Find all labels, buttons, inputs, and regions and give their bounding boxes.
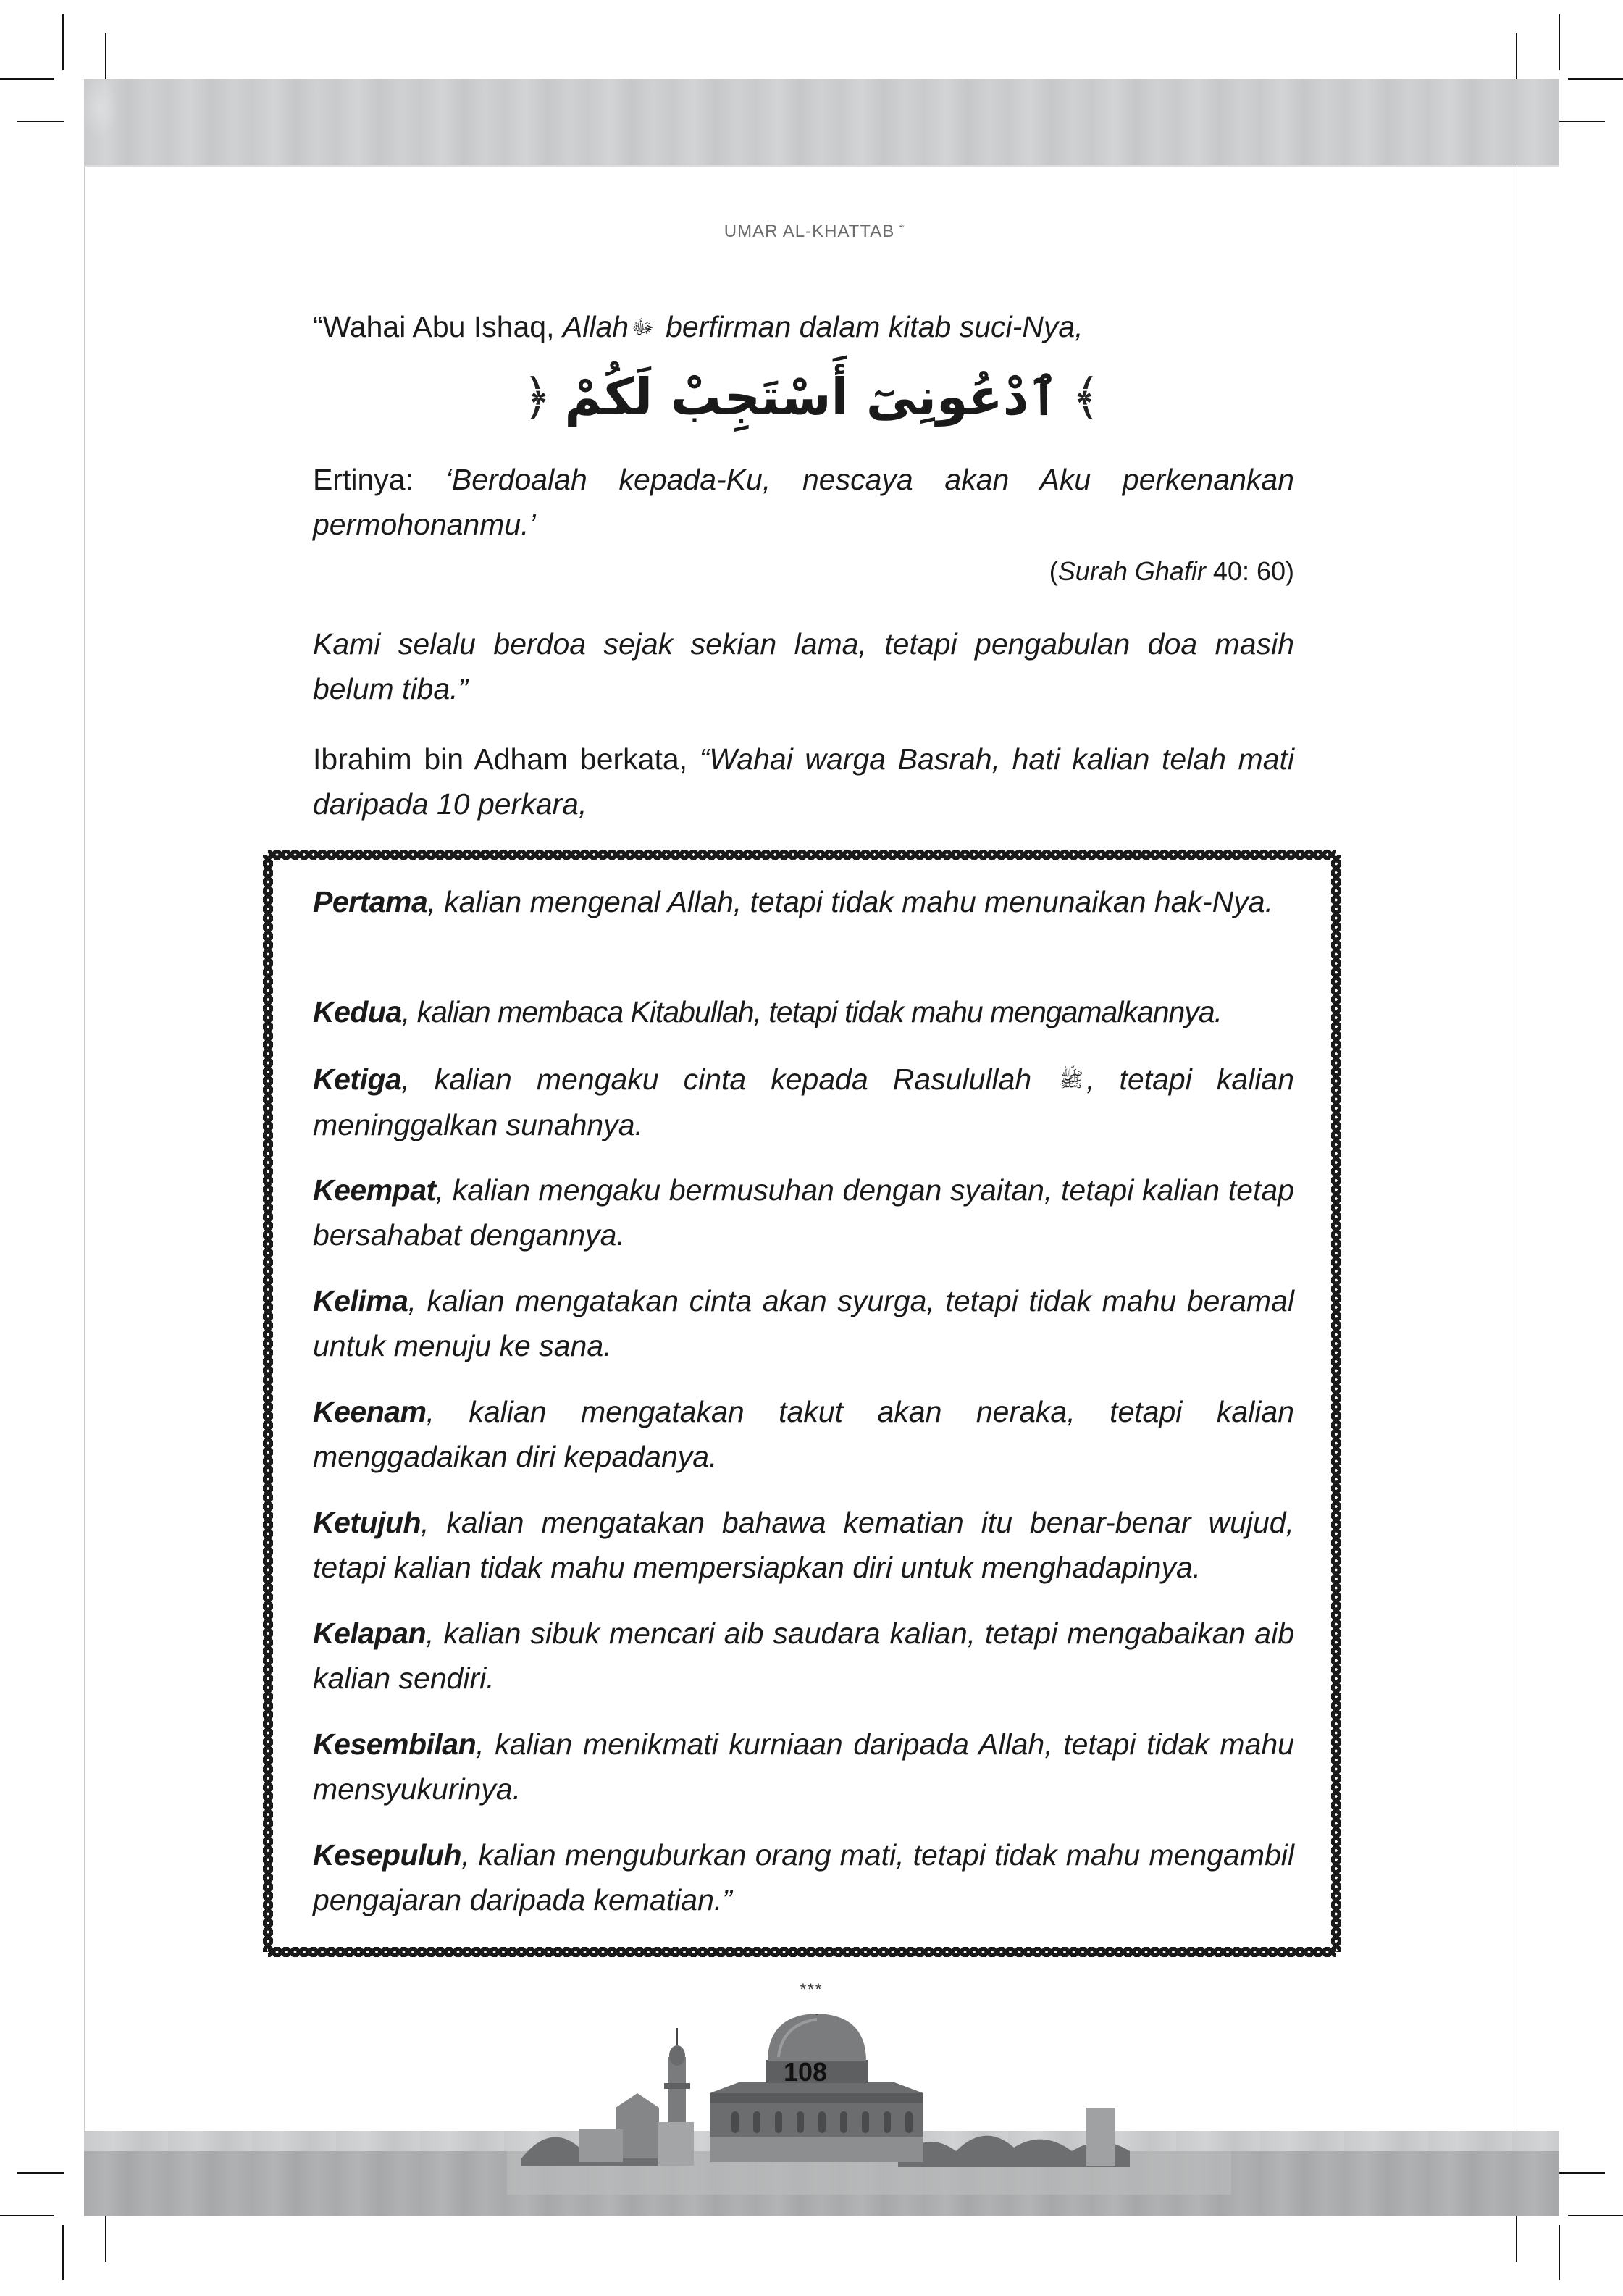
item-label: Kedua — [313, 995, 402, 1028]
running-header — [0, 222, 1623, 242]
item-label: Ketiga — [313, 1063, 402, 1096]
crop-mark — [17, 2172, 64, 2174]
crop-mark — [105, 33, 106, 79]
crop-mark — [1559, 2225, 1560, 2280]
intro-line: “Wahai Abu Ishaq, Allah ﷻ berfirman dalam kitab suci-Nya, — [313, 310, 1083, 343]
item-label: Keenam — [313, 1395, 427, 1428]
list-item: Kesembilan, kalian menikmati kurniaan daripada Allah, tetapi tidak mahu mensyukurinya. — [313, 1727, 1294, 1806]
quran-verse — [0, 351, 1623, 443]
crop-mark — [1559, 2172, 1605, 2174]
list-item: Kedua, kalian membaca Kitabullah, tetapi tidak mahu mengamalkannya. — [313, 995, 1223, 1028]
list-item: Keempat, kalian mengaku bermusuhan dengan syaitan, tetapi kalian tetap bersahabat dengannya. — [313, 1173, 1294, 1252]
header-decorative-band — [84, 79, 1559, 167]
verse-arabic-text: ٱدْعُونِىٓ أَسْتَجِبْ لَكُمْ — [564, 367, 1059, 427]
dome-of-the-rock-illustration — [492, 2014, 1253, 2195]
verse-bracket-icon: ﴿ — [522, 369, 552, 427]
item-label: Kesepuluh — [313, 1838, 462, 1872]
jalla-jalaluh-icon: ﷻ — [632, 316, 655, 338]
item-label: Kelima — [313, 1284, 408, 1317]
list-item: Pertama, kalian mengenal Allah, tetapi tidak mahu menunaikan hak-Nya. — [313, 885, 1273, 918]
crop-mark — [1559, 121, 1605, 122]
crop-mark — [0, 2215, 54, 2216]
page-number: 108 — [783, 2057, 828, 2087]
verse-translation — [313, 457, 1294, 547]
crop-mark — [0, 78, 54, 80]
list-item: Kelima, kalian mengatakan cinta akan syurga, tetapi tidak mahu beramal untuk menuju ke sana. — [313, 1284, 1294, 1362]
list-item: Ketiga, kalian mengaku cinta kepada Rasulullah ﷺ, tetapi kalian meninggalkan sunahnya. — [313, 1063, 1294, 1141]
continuation-paragraph: Kami selalu berdoa sejak sekian lama, tetapi pengabulan doa masih belum tiba.” — [313, 627, 1294, 705]
diamond-border — [268, 850, 1336, 860]
crop-mark — [62, 2225, 64, 2280]
running-header-title: UMAR AL-KHATTAB — [724, 222, 895, 241]
verse-reference: (Surah Ghafir 40: 60) — [1049, 556, 1294, 586]
list-item: Ketujuh, kalian mengatakan bahawa kematian itu benar-benar wujud, tetapi kalian tidak mahu mempersiapkan diri untuk menghadapinya. — [313, 1506, 1294, 1584]
ibrahim-paragraph: Ibrahim bin Adham berkata, “Wahai warga Basrah, hati kalian telah mati daripada 10 perkara, — [313, 742, 1294, 821]
allah-name: Allah — [562, 310, 629, 343]
sallallahu-alaihi-wasallam-icon: ﷺ — [1059, 1068, 1084, 1091]
crop-mark — [1568, 2215, 1623, 2216]
item-label: Ketujuh — [313, 1506, 422, 1539]
diamond-border — [263, 855, 273, 1952]
diamond-border — [268, 1947, 1336, 1957]
crop-mark — [1568, 78, 1623, 80]
verse-bracket-icon: ﴾ — [1071, 369, 1101, 427]
list-item: Kelapan, kalian sibuk mencari aib saudara kalian, tetapi mengabaikan aib kalian sendiri. — [313, 1617, 1294, 1695]
diamond-border — [1331, 855, 1341, 1952]
item-label: Kelapan — [313, 1617, 426, 1650]
item-label: Pertama — [313, 885, 428, 918]
section-separator-ornament: *** — [800, 1980, 823, 1998]
crop-mark — [1516, 2216, 1517, 2262]
list-item: Kesepuluh, kalian menguburkan orang mati, tetapi tidak mahu mengambil pengajaran daripada kematian.” — [313, 1838, 1294, 1916]
page-edge-left — [84, 165, 85, 2131]
crop-mark — [1516, 33, 1517, 79]
crop-mark — [105, 2216, 106, 2262]
item-label: Kesembilan — [313, 1727, 477, 1761]
translation-text: ‘Berdoalah kepada-Ku, nescaya akan Aku perkenankan permohonanmu.’ — [313, 463, 1295, 541]
crop-mark — [62, 14, 64, 70]
translation-prefix: Ertinya: — [313, 463, 445, 496]
list-item: Keenam, kalian mengatakan takut akan neraka, tetapi kalian menggadaikan diri kepadanya. — [313, 1395, 1294, 1473]
item-label: Keempat — [313, 1173, 436, 1207]
crop-mark — [1559, 14, 1560, 70]
crop-mark — [17, 121, 64, 122]
